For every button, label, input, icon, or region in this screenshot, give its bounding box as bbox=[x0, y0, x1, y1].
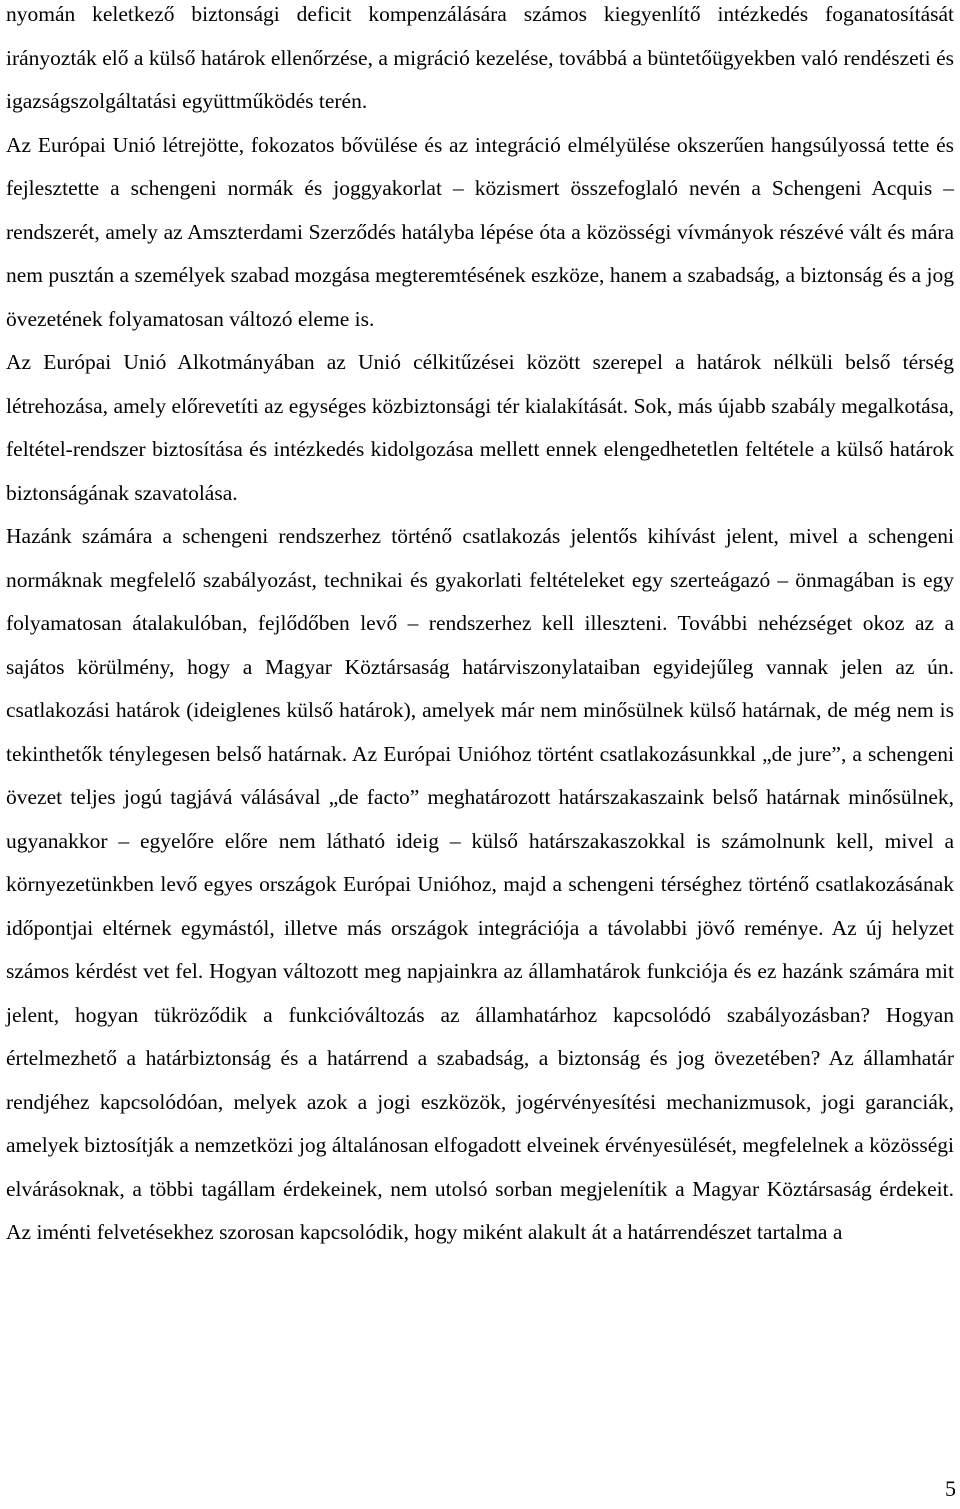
page-number: 5 bbox=[945, 1476, 956, 1501]
paragraph-hungary-accession: Hazánk számára a schengeni rendszerhez történő csatlakozás jelentős kihívást jelent, mivel a schengeni normáknak megfelelő szabályozást, technikai és gyakorlati feltételeket egy szerteágazó – önmagában is egy folyamatosan átalakulóban, fejlődőben levő – rendszerhez kell illeszteni. További nehézséget okoz az a sajátos körülmény, hogy a Magyar Köztársaság határviszonylataiban egyidejűleg vannak jelen az ún. csatlakozási határok (ideiglenes külső határok), amelyek már nem minősülnek külső határnak, de még nem is tekinthetők ténylegesen belső határnak. Az Európai Unióhoz történt csatlakozásunkkal „de jure”, a schengeni övezet teljes jogú tagjává válásával „de facto” meghatározott határszakaszaink belső határnak minősülnek, ugyanakkor – egyelőre előre nem látható ideig – külső határszakaszokkal is számolnunk kell, mivel a környezetünkben levő egyes országok Európai Unióhoz, majd a schengeni térséghez történő csatlakozásának időpontjai eltérnek egymástól, illetve más országok integrációja a távolabbi jövő reménye. Az új helyzet számos kérdést vet fel. Hogyan változott meg napjainkra az államhatárok funkciója és ez hazánk számára mit jelent, hogyan tükröződik a funkcióváltozás az államhatárhoz kapcsolódó szabályozásban? Hogyan értelmezhető a határbiztonság és a határrend a szabadság, a biztonság és jog övezetében? Az államhatár rendjéhez kapcsolódóan, melyek azok a jogi eszközök, jogérvényesítési mechanizmusok, jogi garanciák, amelyek biztosítják a nemzetközi jog általánosan elfogadott elveinek érvényesülését, megfelelnek a közösségi elvárásoknak, a többi tagállam érdekeinek, nem utolsó sorban megjelenítik a Magyar Köztársaság érdekeit. Az iménti felvetésekhez szorosan kapcsolódik, hogy miként alakult át a határrendészet tartalma a bbox=[6, 524, 954, 1244]
body-text bbox=[6, 0, 954, 1255]
paragraph-continuation: nyomán keletkező biztonsági deficit kompenzálására számos kiegyenlítő intézkedés foganatosítását irányozták elő a külső határok ellenőrzése, a migráció kezelése, továbbá a büntetőügyekben való rendészeti és igazságszolgáltatási együttműködés terén. bbox=[6, 2, 954, 113]
paragraph-schengen-acquis: Az Európai Unió létrejötte, fokozatos bővülése és az integráció elmélyülése okszerűen hangsúlyossá tette és fejlesztette a schengeni normák és joggyakorlat – közismert összefoglaló nevén a Schengeni Acquis – rendszerét, amely az Amszterdami Szerződés hatályba lépése óta a közösségi vívmányok részévé vált és mára nem pusztán a személyek szabad mozgása megteremtésének eszköze, hanem a szabadság, a biztonság és a jog övezetének folyamatosan változó eleme is. bbox=[6, 132, 954, 331]
paragraph-constitution: Az Európai Unió Alkotmányában az Unió célkitűzései között szerepel a határok nélküli belső térség létrehozása, amely előrevetíti az egységes közbiztonsági tér kialakítását. Sok, más újabb szabály megalkotása, feltétel-rendszer biztosítása és intézkedés kidolgozása mellett ennek elengedhetetlen feltétele a külső határok biztonságának szavatolása. bbox=[6, 350, 954, 505]
